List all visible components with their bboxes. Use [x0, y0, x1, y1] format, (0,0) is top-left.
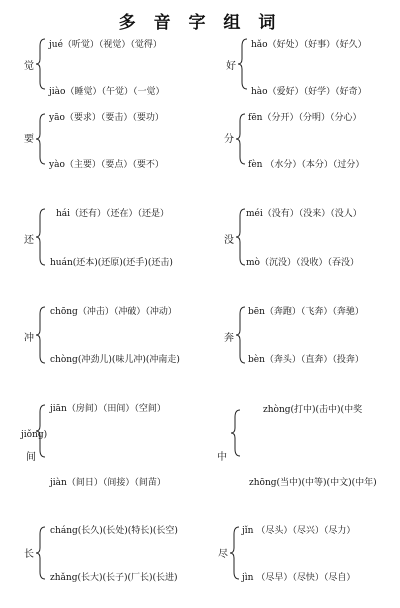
- brace-hao: [238, 38, 248, 90]
- group-jin-top: jǐn （尽头）（尽兴）（尽力）: [242, 526, 356, 536]
- char-fen: 分: [224, 134, 234, 145]
- group-jin-bottom: jìn （尽早）（尽快）（尽自）: [242, 573, 356, 583]
- group-yao-top: yāo（要求）（要击）（要功）: [49, 113, 164, 123]
- group-huan-top: hái（还有）（还在）（还是）: [56, 209, 170, 219]
- page-title: 多 音 字 组 词: [118, 13, 282, 33]
- brace-yao: [36, 113, 46, 165]
- group-mei-bottom: mò（沉没）（没收）（吞没）: [246, 258, 359, 268]
- char-jin: 尽: [218, 549, 228, 560]
- group-chong-top: chōng（冲击）（冲破）（冲动）: [50, 307, 177, 317]
- group-yao-bottom: yào（主要）（要点）（要不）: [49, 160, 164, 170]
- char-ben: 奔: [224, 333, 234, 344]
- group-jian-top: jiān（房间）（田间）（空间）: [50, 404, 166, 414]
- group-chang-bottom: zhǎng(长大)(长子)(厂长)(长进): [50, 573, 178, 583]
- group-jue-top: jué（听觉）（视觉）（觉得）: [49, 40, 162, 50]
- jian-extra-pinyin: jiǒng): [21, 430, 48, 440]
- group-zhong-bottom: zhōng(当中)(中等)(中文)(中年): [249, 478, 377, 488]
- group-fen-top: fēn（分开）（分明）（分心）: [248, 113, 362, 123]
- char-mei: 没: [224, 235, 234, 246]
- group-hao-bottom: hào（爱好）（好学）（好奇）: [251, 87, 367, 97]
- brace-mei: [236, 208, 246, 266]
- group-fen-bottom: fèn （水分）（本分）（过分）: [248, 160, 365, 170]
- brace-jin: [230, 526, 240, 580]
- char-zhong: 中: [217, 452, 227, 463]
- group-jian-bottom: jiàn（间日）（间接）（间苗）: [50, 478, 166, 488]
- char-jue: 觉: [24, 61, 34, 72]
- group-zhong-top: zhòng(打中)(击中)(中奖: [263, 405, 363, 415]
- brace-fen: [236, 113, 246, 165]
- brace-jian: [36, 404, 46, 458]
- brace-chong: [36, 306, 46, 364]
- char-huan: 还: [24, 235, 34, 246]
- brace-zhong: [231, 409, 241, 457]
- brace-jue: [36, 38, 46, 90]
- group-ben-top: bēn（奔跑）（飞奔）（奔驰）: [248, 307, 364, 317]
- group-mei-top: méi（没有）（没来）（没人）: [246, 209, 362, 219]
- group-huan-bottom: huán(还本)(还原)(还手)(还击): [50, 258, 173, 268]
- brace-ben: [236, 306, 246, 364]
- char-chang: 长: [24, 549, 34, 560]
- char-chong: 冲: [24, 333, 34, 344]
- group-hao-top: hǎo（好处）（好事）（好久）: [251, 40, 367, 50]
- brace-huan: [36, 208, 46, 266]
- char-hao: 好: [226, 61, 236, 72]
- group-chong-bottom: chòng(冲劲儿)(味儿冲)(冲南走): [50, 355, 180, 365]
- char-jian: 间: [26, 452, 36, 463]
- group-jue-bottom: jiào（睡觉）（午觉）（一觉）: [49, 87, 165, 97]
- group-chang-top: cháng(长久)(长处)(特长)(长空): [50, 526, 178, 536]
- brace-chang: [36, 526, 46, 580]
- char-yao: 要: [24, 134, 34, 145]
- group-ben-bottom: bèn（奔头）（直奔）（投奔）: [248, 355, 364, 365]
